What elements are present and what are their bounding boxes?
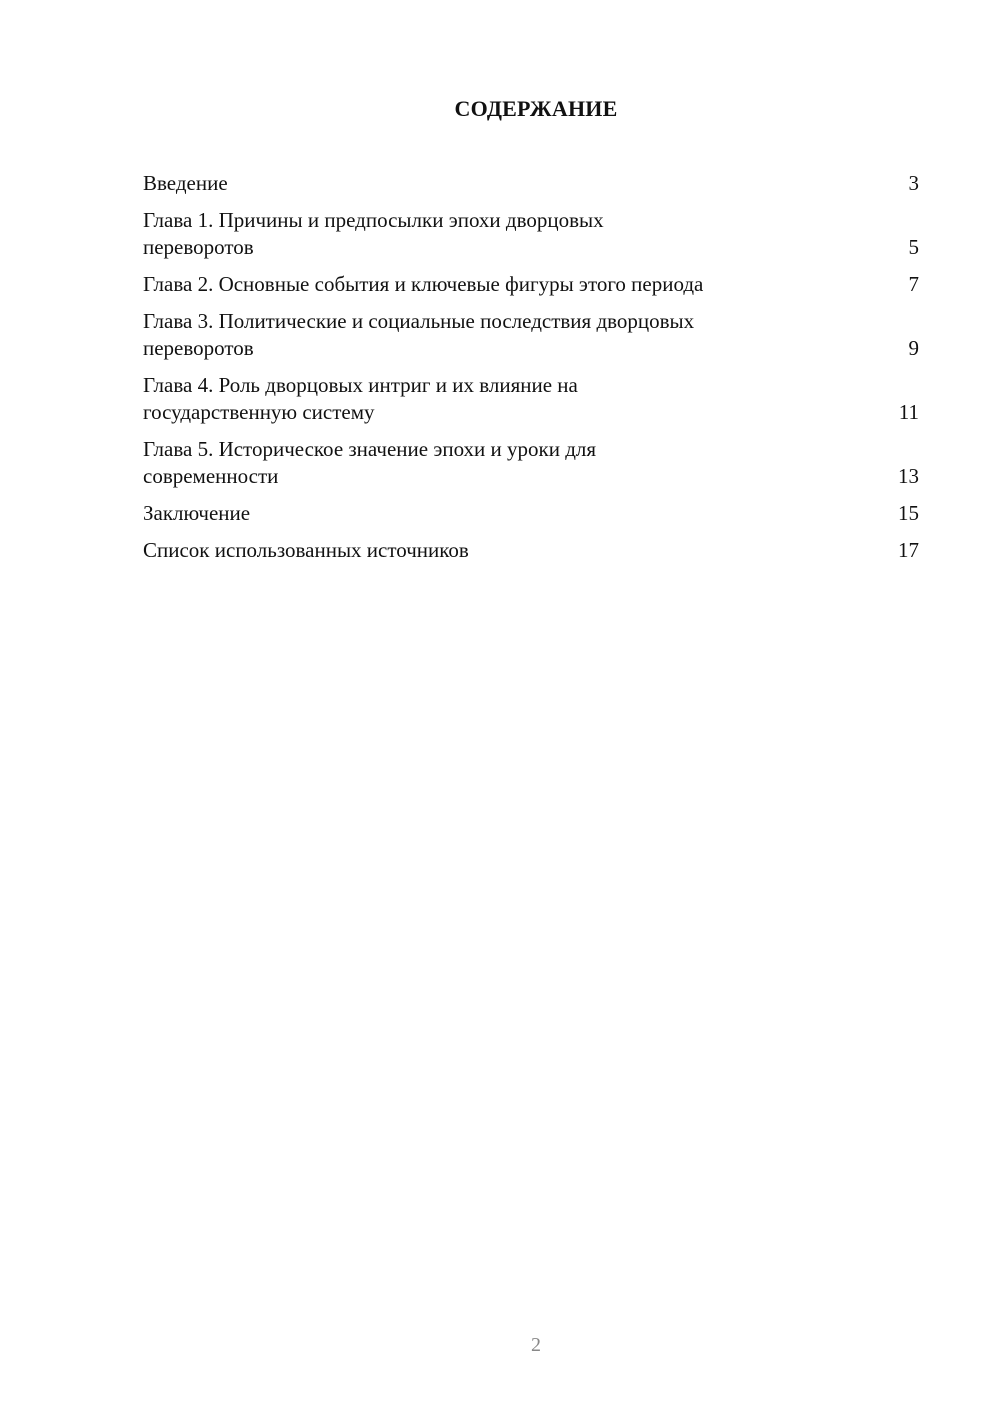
toc-entry-page: 5	[908, 235, 919, 259]
page-number: 2	[531, 1334, 541, 1356]
toc-entry-title: Список использованных источников	[143, 538, 469, 562]
toc-entry-page: 9	[908, 336, 919, 360]
toc-entry-title: Глава 3. Политические и социальные последствия дворцовых переворотов	[143, 309, 695, 360]
page-title: СОДЕРЖАНИЕ	[454, 96, 618, 121]
toc-entry-title: Глава 1. Причины и предпосылки эпохи дворцовых переворотов	[143, 208, 604, 259]
toc-entry-page: 17	[898, 538, 919, 562]
toc-entry-page: 7	[908, 272, 919, 296]
toc-entry-page: 11	[898, 400, 919, 424]
toc-entry-title: Глава 4. Роль дворцовых интриг и их влияние на государственную систему	[143, 373, 578, 424]
toc-entry-introduction	[143, 170, 919, 197]
toc-entry-chapter-2	[143, 271, 919, 298]
toc-entry-chapter-1	[143, 207, 919, 261]
toc-entry-references	[143, 537, 919, 564]
toc-entry-chapter-3	[143, 308, 919, 362]
toc-entry-page: 3	[908, 171, 919, 195]
toc-entry-title: Введение	[143, 171, 228, 195]
toc-entry-conclusion	[143, 500, 919, 527]
toc-entry-page: 13	[898, 464, 919, 488]
toc-entry-page: 15	[898, 501, 919, 525]
toc-entry-title: Заключение	[143, 501, 251, 525]
toc-entry-chapter-4	[143, 372, 919, 426]
toc-entry-title: Глава 2. Основные события и ключевые фигуры этого периода	[143, 272, 704, 296]
toc-entry-chapter-5	[143, 436, 919, 490]
toc-entry-title: Глава 5. Историческое значение эпохи и уроки для современности	[143, 437, 597, 488]
table-of-contents	[143, 170, 919, 574]
